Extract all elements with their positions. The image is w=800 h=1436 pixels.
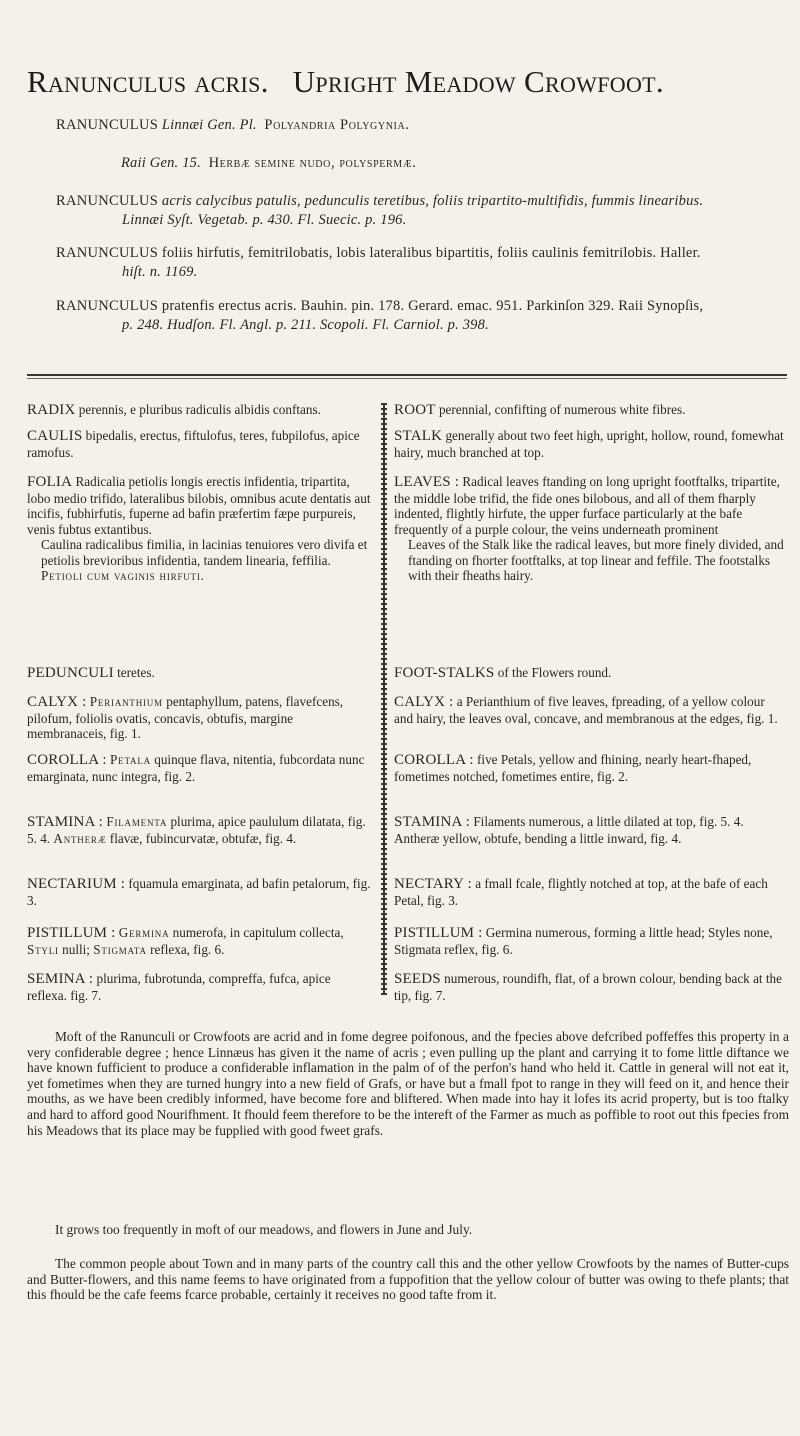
english-calyx: CALYX : a Perianthium of five leaves, fpreading, of a yellow colour and hairy, the leaves oval, concave, and membranous at the edges, fig. 1.	[394, 694, 778, 726]
english-stamina: STAMINA : Filaments numerous, a little dilated at top, fig. 5. 4. Antheræ yellow, obtufe, bending a little inward, fig. 4.	[394, 814, 744, 846]
latin-caulis: CAULIS bipedalis, erectus, fiftulofus, teres, fubpilofus, apice ramofus.	[27, 428, 360, 460]
latin-calyx: CALYX : Perianthium pentaphyllum, patens, flavefcens, pilofum, foliolis ovatis, concavis, obtufis, margine membranaceis, fig. 1.	[27, 694, 344, 741]
english-seeds: SEEDS numerous, roundifh, flat, of a brown colour, bending back at the tip, fig. 7.	[394, 971, 782, 1003]
title-latin: Ranunculus acris.	[27, 64, 269, 99]
double-rule-thin	[27, 378, 787, 379]
latin-nectarium: NECTARIUM : fquamula emarginata, ad bafin petalorum, fig. 3.	[27, 876, 371, 908]
english-stalk: STALK generally about two feet high, upright, hollow, round, fomewhat hairy, much branched at top.	[394, 428, 784, 460]
english-corolla: COROLLA : five Petals, yellow and fhining, nearly heart-fhaped, fometimes notched, fometimes entire, fig. 2.	[394, 752, 752, 784]
latin-radix: RADIX perennis, e pluribus radiculis albidis conftans.	[27, 402, 321, 418]
latin-corolla: COROLLA : Petala quinque flava, nitentia, fubcordata nunc emarginata, nunc integra, fig. 2.	[27, 752, 365, 784]
english-pistillum: PISTILLUM : Germina numerous, forming a little head; Styles none, Stigmata reflex, fig. 6.	[394, 925, 773, 957]
synonym-1: RANUNCULUS Linnæi Gen. Pl. Polyandria Polygynia.	[56, 117, 410, 133]
latin-semina: SEMINA : plurima, fubrotunda, compreffa, fufca, apice reflexa. fig. 7.	[27, 971, 331, 1003]
english-nectary: NECTARY : a fmall fcale, flightly notched at top, at the bafe of each Petal, fig. 3.	[394, 876, 768, 908]
synonym-4: RANUNCULUS foliis hirfutis, femitrilobatis, lobis lateralibus bipartitis, foliis caulinis femitrilobis. Haller. hiſt. n. 1169.	[56, 245, 701, 280]
latin-pistillum: PISTILLUM : Germina numerofa, in capitulum collecta, Styli nulli; Stigmata reflexa, fig. 6.	[27, 925, 344, 957]
page-title	[27, 64, 797, 100]
commentary-paragraph-3: The common people about Town and in many parts of the country call this and the other yellow Crowfoots by the names of Butter-cups and Butter-flowers, and this name feems to have originated from a fuppofition that the yellow colour of butter was owing to thefe plants; that this fhould be the cafe feems fcarce probable, certainly it receives no good tafte from it.	[27, 1256, 789, 1303]
column-divider	[381, 403, 387, 995]
title-english: Upright Meadow Crowfoot.	[292, 64, 664, 99]
latin-stamina: STAMINA : Filamenta plurima, apice paululum dilatata, fig. 5. 4. Antheræ flavæ, fubincurvatæ, obtufæ, fig. 4.	[27, 814, 366, 846]
synonym-5: RANUNCULUS pratenfis erectus acris. Bauhin. pin. 178. Gerard. emac. 951. Parkinſon 329. Raii Synopſis, p. 248. Hudſon. Fl. Angl. p. 211. Scopoli. Fl. Carniol. p. 398.	[56, 298, 704, 333]
synonym-3: RANUNCULUS acris calycibus patulis, pedunculis teretibus, foliis tripartito-multifidis, fummis linearibus. Linnæi Syſt. Vegetab. p. 430. Fl. Suecic. p. 196.	[56, 193, 704, 228]
synonym-2: Raii Gen. 15. Herbæ semine nudo, polyspermæ.	[121, 155, 417, 171]
english-leaves: LEAVES : Radical leaves ftanding on long upright footftalks, tripartite, the middle lobe trifid, the fide ones bilobous, and all of them fharply indented, flightly hirfute, the upper furface particularly at the bafe frequently of a purple colour, the veins underneath prominent Leaves of the Stalk like the radical leaves, but more finely divided, and ftanding on fhorter footftalks, at top linear and feffile. The footstalks with their fheaths hairy.	[394, 474, 784, 583]
commentary-paragraph-1: Moft of the Ranunculi or Crowfoots are acrid and in fome degree poifonous, and the fpecies above defcribed poffeffes this property in a very confiderable degree ; hence Linnæus has given it the name of acris ; even pulling up the plant and carrying it to fome little diftance we have known fufficient to produce a confiderable inflamation in the palm of of the perfon's hand who held it. Cattle in general will not eat it, yet fometimes when they are turned hungry into a new field of Grafs, or have but a fmall fpot to range in they will feed on it, and hence their mouths, as we have been credibly informed, have become fore and bliftered. When made into hay it lofes its acrid property, but is too ftalky and hard to afford good Nourifhment. It fhould feem therefore to be the intereft of the Farmer as much as poffible to root out this fpecies from his Meadows that its place may be fupplied with good fweet grafs.	[27, 1029, 789, 1138]
double-rule	[27, 374, 787, 376]
latin-folia: FOLIA Radicalia petiolis longis erectis infidentia, tripartita, lobo medio trifido, lateralibus bilobis, omnibus acute dentatis aut incifis, fubhirfutis, fuperne ad bafin præfertim fæpe purpureis, venis fubtus extantibus. Caulina radicalibus fimilia, in lacinias tenuiores vero divifa et petiolis brevioribus infidentia, tandem linearia, feffilia. Petioli cum vaginis hirfuti.	[27, 474, 371, 583]
commentary-paragraph-2: It grows too frequently in moft of our meadows, and flowers in June and July.	[55, 1222, 473, 1237]
latin-pedunculi: PEDUNCULI teretes.	[27, 665, 155, 681]
english-footstalks: FOOT-STALKS of the Flowers round.	[394, 665, 612, 681]
english-root: ROOT perennial, confifting of numerous white fibres.	[394, 402, 686, 418]
